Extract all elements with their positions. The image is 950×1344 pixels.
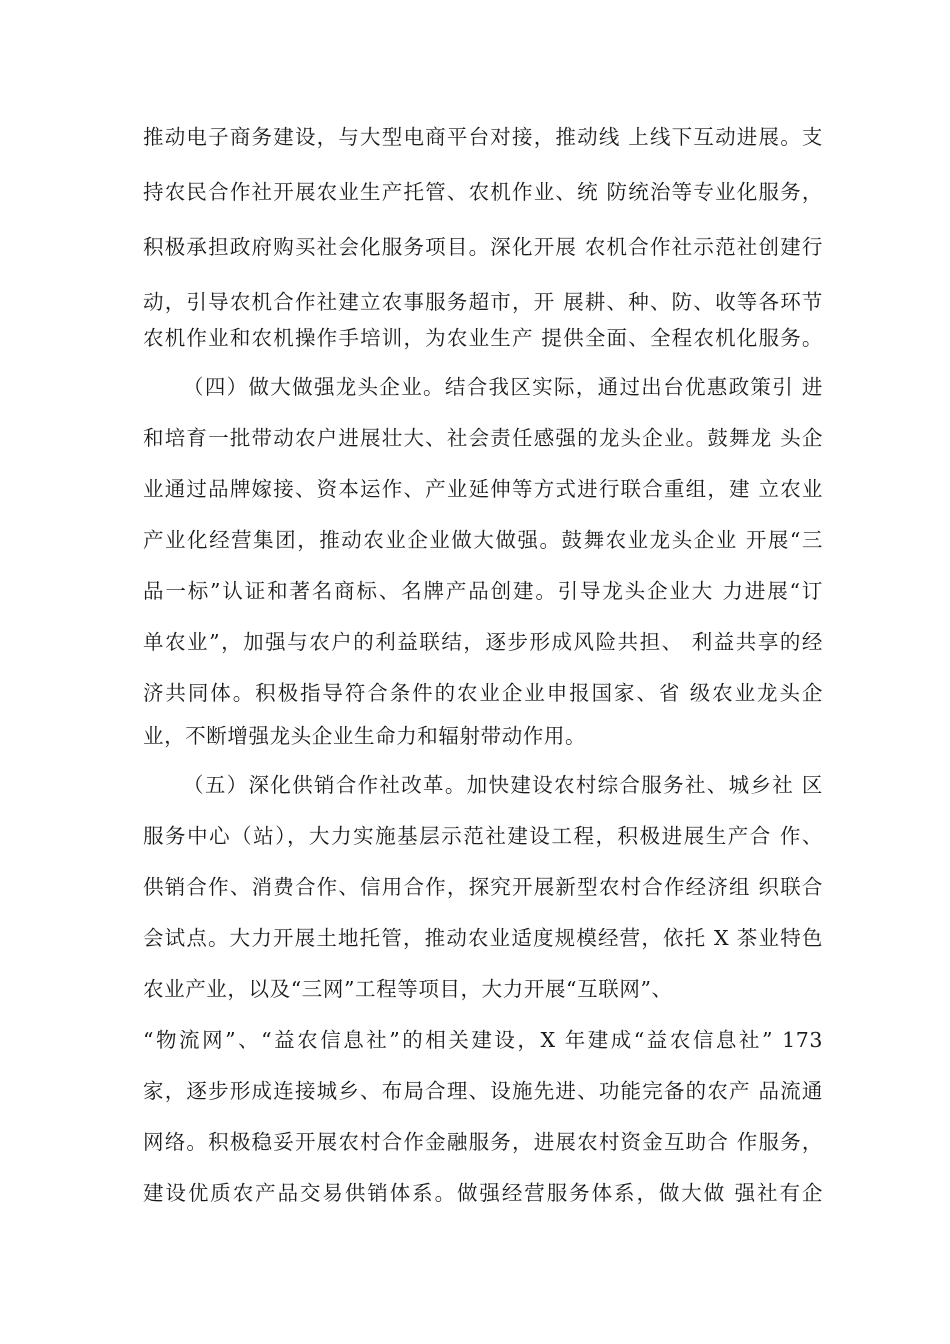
text-line: 产业化经营集团，推动农业企业做大做强。鼓舞农业龙头企业 开展“三 xyxy=(143,528,823,552)
text-line: 济共同体。积极指导符合条件的农业企业申报国家、省 级农业龙头企 xyxy=(143,681,823,705)
text-line: 家，逐步形成连接城乡、布局合理、设施先进、功能完备的农产 品流通 xyxy=(143,1079,823,1103)
text-line: 持农民合作社开展农业生产托管、农机作业、统 防统治等专业化服务， xyxy=(143,180,823,204)
text-line: “物流网”、“益农信息社”的相关建设，X 年建成“益农信息社” 173 xyxy=(143,1028,823,1052)
paragraph-heading-line: （五）深化供销合作社改革。加快建设农村综合服务社、城乡社 区 xyxy=(183,773,823,797)
text-line: 业，不断增强龙头企业生命力和辐射带动作用。 xyxy=(143,724,587,748)
text-line: 农业产业，以及“三网”工程等项目，大力开展“互联网”、 xyxy=(143,977,673,1001)
text-line: 网络。积极稳妥开展农村合作金融服务，进展农村资金互助合 作服务， xyxy=(143,1130,823,1154)
text-line: 单农业”，加强与农户的利益联结，逐步形成风险共担、 利益共享的经 xyxy=(143,630,823,654)
text-line: 品一标”认证和著名商标、名牌产品创建。引导龙头企业大 力进展“订 xyxy=(143,579,823,603)
text-line: 积极承担政府购买社会化服务项目。深化开展 农机合作社示范社创建行 xyxy=(143,235,823,259)
text-line: 服务中心（站），大力实施基层示范社建设工程，积极进展生产合 作、 xyxy=(143,824,823,848)
text-line: 会试点。大力开展土地托管，推动农业适度规模经营，依托 X 茶业特色 xyxy=(143,926,823,950)
text-line: 业通过品牌嫁接、资本运作、产业延伸等方式进行联合重组，建 立农业 xyxy=(143,477,823,501)
paragraph-heading-line: （四）做大做强龙头企业。结合我区实际，通过出台优惠政策引 进 xyxy=(183,375,823,399)
text-line: 和培育一批带动农户进展壮大、社会责任感强的龙头企业。鼓舞龙 头企 xyxy=(143,426,823,450)
text-line: 动，引导农机合作社建立农事服务超市，开 展耕、种、防、收等各环节 xyxy=(143,290,823,314)
text-line: 推动电子商务建设，与大型电商平台对接，推动线 上线下互动进展。支 xyxy=(143,125,823,149)
text-line: 农机作业和农机操作手培训，为农业生产 提供全面、全程农机化服务。 xyxy=(143,326,823,350)
text-line: 建设优质农产品交易供销体系。做强经营服务体系，做大做 强社有企 xyxy=(143,1181,823,1205)
text-line: 供销合作、消费合作、信用合作，探究开展新型农村合作经济组 织联合 xyxy=(143,875,823,899)
